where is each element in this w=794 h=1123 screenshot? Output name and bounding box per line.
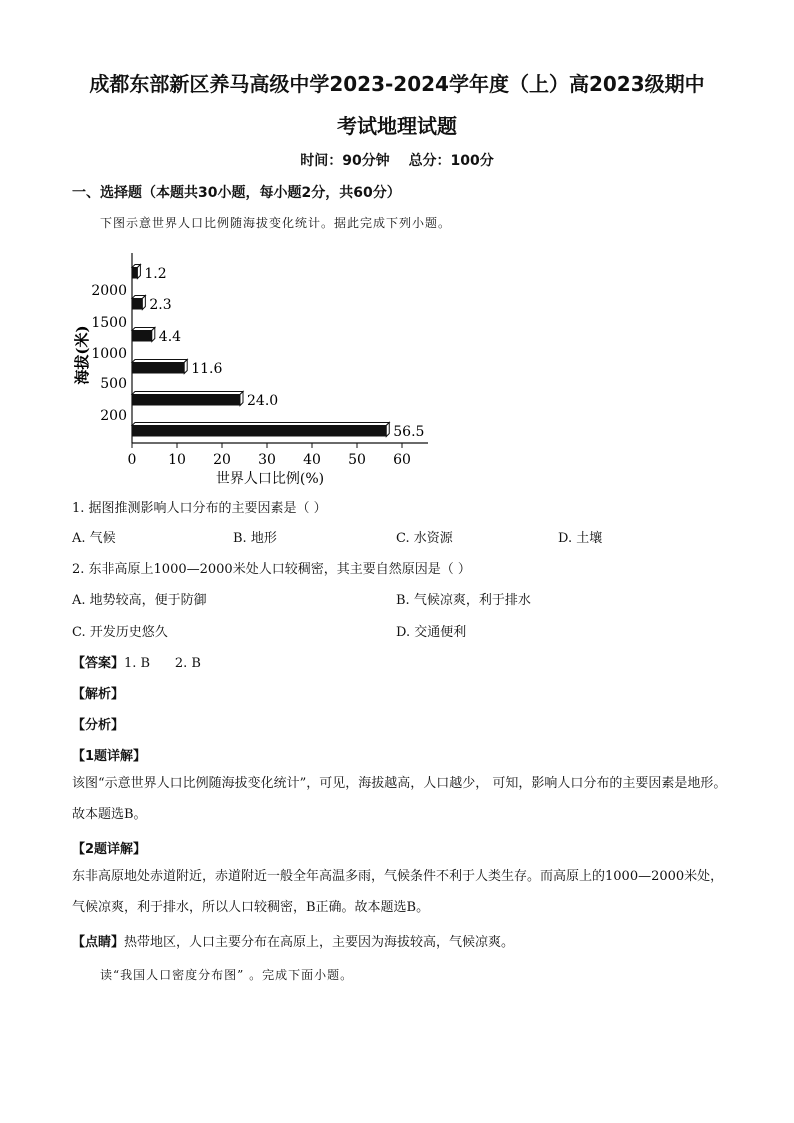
score-label: 总分：100分 bbox=[408, 153, 494, 169]
bar-value-label: 2.3 bbox=[149, 297, 172, 313]
jiexi-label: 【解析】 bbox=[72, 687, 125, 702]
bar bbox=[132, 296, 145, 310]
y-tick-label: 200 bbox=[100, 408, 127, 424]
q2-detail-text: 东非高原地处赤道附近，赤道附近一般全年高温多雨，气候条件不利于人类生存。而高原上的1000—2000米处，气候凉爽，利于排水，所以人口较稠密，B正确。故本题选B。 bbox=[72, 869, 724, 915]
exam-meta bbox=[0, 150, 794, 170]
dianjing-text: 热带地区，人口主要分布在高原上，主要因为海拔较高，气候凉爽。 bbox=[124, 935, 515, 950]
q1-stem: 1. 据图推测影响人口分布的主要因素是（ ） bbox=[72, 501, 327, 516]
time-label: 时间：90分钟 bbox=[300, 153, 390, 169]
x-tick-label: 50 bbox=[348, 452, 366, 468]
q1-detail-label: 【1题详解】 bbox=[72, 749, 147, 764]
q2-option-b: B. 气候凉爽，利于排水 bbox=[396, 593, 531, 608]
answer-label: 【答案】 bbox=[72, 656, 125, 671]
y-tick-label: 500 bbox=[100, 376, 127, 392]
bar-side-face bbox=[142, 296, 145, 310]
answer-line bbox=[72, 652, 201, 671]
x-axis-title: 世界人口比例(%) bbox=[215, 471, 325, 487]
y-tick-label: 1500 bbox=[91, 315, 127, 331]
population-altitude-chart bbox=[70, 245, 440, 490]
bar-top-face bbox=[132, 392, 243, 395]
x-tick-label: 60 bbox=[393, 452, 411, 468]
bar-front-face bbox=[132, 331, 152, 342]
bar-side-face bbox=[386, 423, 389, 437]
q1-option-c: C. 水资源 bbox=[396, 531, 453, 546]
bar-front-face bbox=[132, 363, 184, 374]
dianjing-line bbox=[72, 931, 514, 950]
bar-side-face bbox=[184, 360, 187, 374]
x-tick-label: 0 bbox=[127, 452, 137, 468]
q2-detail-label: 【2题详解】 bbox=[72, 842, 147, 857]
bar-side-face bbox=[240, 392, 243, 406]
section-heading: 一、选择题（本题共30小题，每小题2分，共60分） bbox=[72, 185, 401, 201]
x-tick-label: 10 bbox=[168, 452, 186, 468]
q2-stem: 2. 东非高原上1000—2000米处人口较稠密，其主要自然原因是（ ） bbox=[72, 562, 471, 577]
bar bbox=[132, 328, 155, 342]
y-tick-label: 2000 bbox=[91, 283, 127, 299]
bar-value-label: 4.4 bbox=[158, 329, 182, 345]
q2-option-a: A. 地势较高，便于防御 bbox=[72, 593, 207, 608]
title-line-1: 成都东部新区养马高级中学2023-2024学年度（上）高2023级期中 bbox=[89, 72, 705, 96]
bar-top-face bbox=[132, 423, 389, 426]
intro-text: 下图示意世界人口比例随海拔变化统计。据此完成下列小题。 bbox=[100, 216, 452, 230]
fenxi-label: 【分析】 bbox=[72, 718, 125, 733]
answer-text: 1. B 2. B bbox=[124, 656, 201, 671]
q1-option-b: B. 地形 bbox=[233, 531, 277, 546]
x-tick-label: 30 bbox=[258, 452, 276, 468]
q2-option-d: D. 交通便利 bbox=[396, 625, 467, 640]
bar bbox=[132, 360, 187, 374]
intro-text-2: 读“我国人口密度分布图” 。完成下面小题。 bbox=[100, 968, 354, 982]
bar-front-face bbox=[132, 299, 142, 310]
bar bbox=[132, 423, 389, 437]
q1-option-a: A. 气候 bbox=[72, 531, 116, 546]
x-tick-label: 40 bbox=[303, 452, 321, 468]
bar bbox=[132, 265, 140, 279]
bar-top-face bbox=[132, 360, 187, 363]
dianjing-label: 【点睛】 bbox=[72, 935, 125, 950]
bar-value-label: 56.5 bbox=[393, 424, 425, 440]
q1-detail-text: 该图“示意世界人口比例随海拔变化统计”，可见，海拔越高，人口越少， 可知，影响人口分布的主要因素是地形。故本题选B。 bbox=[72, 776, 727, 822]
bar-side-face bbox=[137, 265, 140, 279]
bar-value-label: 1.2 bbox=[144, 266, 167, 282]
q2-option-c: C. 开发历史悠久 bbox=[72, 625, 168, 640]
bar-side-face bbox=[152, 328, 155, 342]
bar-front-face bbox=[132, 395, 240, 406]
y-axis-title: 海拔(米) bbox=[73, 325, 91, 385]
x-tick-label: 20 bbox=[213, 452, 231, 468]
bar-front-face bbox=[132, 426, 386, 437]
q1-option-d: D. 土壤 bbox=[558, 531, 603, 546]
y-tick-label: 1000 bbox=[91, 346, 127, 362]
bar-top-face bbox=[132, 328, 155, 331]
bar-value-label: 24.0 bbox=[247, 393, 279, 409]
bar-value-label: 11.6 bbox=[191, 361, 223, 377]
bar bbox=[132, 392, 243, 406]
title-line-2: 考试地理试题 bbox=[337, 114, 457, 138]
bar-front-face bbox=[132, 268, 137, 279]
